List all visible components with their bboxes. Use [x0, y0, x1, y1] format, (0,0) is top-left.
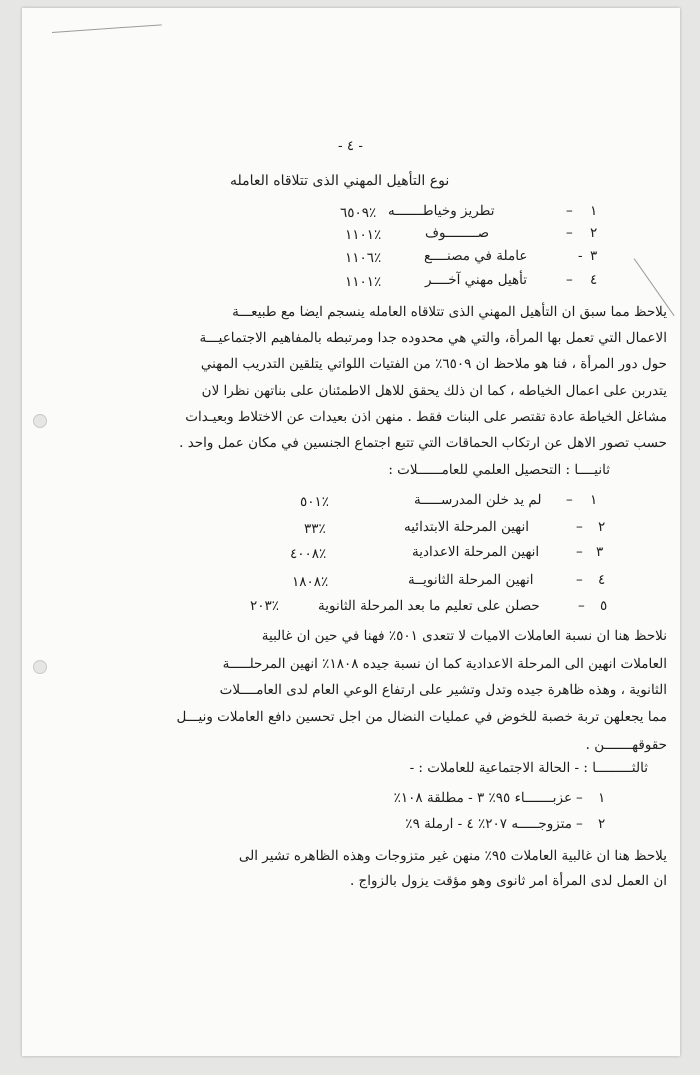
item-number: ٥: [600, 598, 608, 614]
item-label: تطريز وخياطـــــــه: [388, 203, 495, 219]
page-number: - ٤ -: [338, 138, 363, 154]
item-text: متزوجـــــه ٢٠٧٪ ٤ - ارملة ٩٪: [405, 816, 572, 832]
item-number: ٢: [598, 519, 606, 535]
paragraph-line: نلاحظ هنا ان نسبة العاملات الاميات لا تتعدى ٥٠١٪ فهنا في حين ان غالبية: [261, 628, 667, 644]
item-dash: –: [566, 492, 573, 508]
item-number: ١: [590, 492, 598, 508]
item-value: ٥٠١٪: [300, 494, 330, 510]
item-number: ٤: [598, 572, 606, 588]
item-dash: –: [566, 272, 573, 288]
item-dash: –: [566, 203, 573, 219]
item-dash: –: [576, 544, 583, 560]
item-value: ١١٠٦٪: [345, 250, 382, 266]
item-number: ٤: [590, 272, 598, 288]
item-text: عزبـــــــاء ٩٥٪ ٣ - مطلقة ١٠٨٪: [393, 790, 572, 806]
item-number: ١: [590, 203, 598, 219]
item-value: ١١٠١٪: [345, 227, 382, 243]
item-dash: –: [566, 225, 573, 241]
item-label: انهين المرحلة الثانويــة: [408, 572, 534, 588]
item-value: ٤٠٠٨٪: [290, 546, 327, 562]
item-dash: –: [576, 519, 583, 535]
item-value: ٢٠٣٪: [250, 598, 280, 614]
section-heading-education: ثانيــــا : التحصيل العلمي للعامــــــلات :: [388, 462, 610, 478]
paragraph-line: مما يجعلهن تربة خصبة للخوض في عمليات النضال من اجل تحسين دافع العاملات ونيـــل: [176, 709, 667, 725]
item-label: تأهيل مهني آخــــر: [425, 272, 528, 288]
item-value: ٦٥٠٩٪: [340, 205, 377, 221]
item-number: ١: [598, 790, 606, 806]
item-dash: –: [576, 790, 583, 806]
item-value: ٣٣٪: [304, 521, 326, 537]
paragraph-line: يلاحظ مما سبق ان التأهيل المهني الذى تتلاقاه العامله ينسجم ايضا مع طبيعـــة: [232, 304, 667, 320]
paragraph-line: حقوقهـــــــن .: [585, 737, 667, 753]
item-dash: –: [576, 816, 583, 832]
item-label: انهين المرحلة الابتدائيه: [404, 519, 530, 535]
item-number: ٣: [590, 248, 598, 264]
paragraph-line: حول دور المرأة ، فنا هو ملاحظ ان ٦٥٠٩٪ من الفتيات اللواتي يتلقين التدريب المهني: [200, 356, 667, 372]
item-number: ٢: [590, 225, 598, 241]
paragraph-line: الاعمال التي تعمل بها المرأة، والتي هي محدوده جدا ومرتبطه بالمفاهيم الاجتماعيـــة: [199, 330, 667, 346]
section-heading-social: ثالثـــــــــا : - الحالة الاجتماعية للعاملات : -: [409, 760, 648, 776]
item-dash: –: [576, 572, 583, 588]
item-label: صــــــــوف: [425, 225, 490, 241]
page-title: نوع التأهيل المهني الذى تتلاقاه العامله: [230, 173, 450, 189]
item-label: حصلن على تعليم ما بعد المرحلة الثانوية: [318, 598, 540, 614]
item-value: ١١٠١٪: [345, 274, 382, 290]
paragraph-line: ان العمل لدى المرأة امر ثانوى وهو مؤقت يزول بالزواج .: [349, 873, 667, 889]
item-value: ١٨٠٨٪: [292, 574, 329, 590]
item-label: عاملة في مصنــــع: [424, 248, 528, 264]
item-label: لم يد خلن المدرســـــة: [414, 492, 542, 508]
paragraph-line: الثانوية ، وهذه ظاهرة جيده وتدل وتشير على ارتفاع الوعي العام لدى العامــــلات: [219, 682, 667, 698]
paragraph-line: يلاحظ هنا ان غالبية العاملات ٩٥٪ منهن غير متزوجات وهذه الظاهره تشير الى: [238, 848, 667, 864]
item-number: ٢: [598, 816, 606, 832]
item-label: انهين المرحلة الاعدادية: [412, 544, 540, 560]
paragraph-line: العاملات انهين الى المرحلة الاعدادية كما ان نسبة جيده ١٨٠٨٪ انهين المرحلـــــة: [222, 656, 667, 672]
paragraph-line: يتدربن على اعمال الخياطه ، كما ان ذلك يحقق للاهل الاطمئنان على بناتهن نظرا لان: [201, 383, 667, 399]
item-number: ٣: [596, 544, 604, 560]
item-dash: –: [578, 598, 585, 614]
paragraph-line: مشاغل الخياطة عادة تقتصر على البنات فقط . منهن اذن بعيدات عن الاختلاط وبعيـدات: [185, 409, 667, 425]
item-dash: -: [578, 248, 583, 264]
paragraph-line: حسب تصور الاهل عن ارتكاب الحماقات التي تتبع اجتماع الجنسين في مكان عمل واحد .: [179, 435, 667, 451]
